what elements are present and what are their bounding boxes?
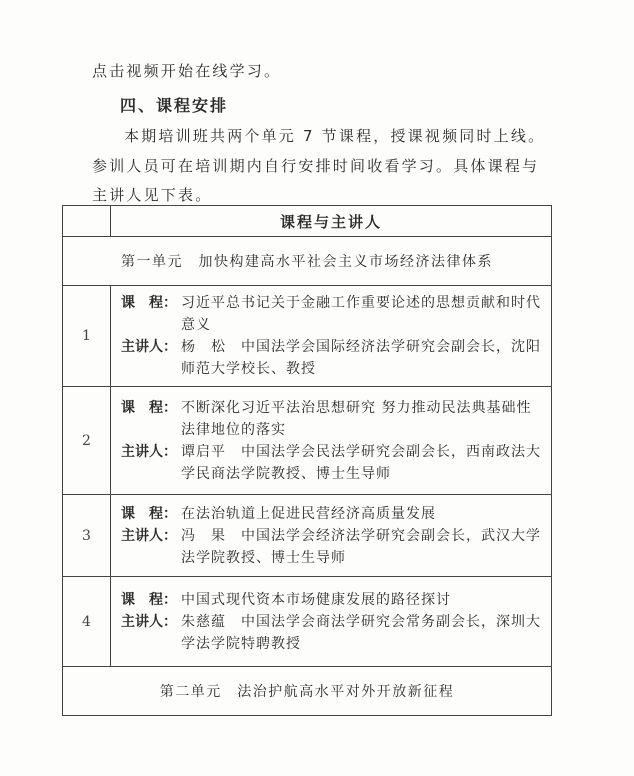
course-title: 不断深化习近平法治思想研究 努力推动民法典基础性法律地位的落实	[181, 399, 532, 438]
lecturer-info: 谭启平 中国法学会民法学研究会副会长，西南政法大学民商法学院教授、博士生导师	[181, 443, 541, 482]
section-heading: 四、课程安排	[120, 96, 229, 115]
table-row	[63, 495, 552, 577]
table-row	[63, 387, 552, 495]
paragraph-line-3: 主讲人见下表。	[92, 186, 213, 204]
row-content	[111, 286, 552, 387]
row-number: 2	[63, 387, 111, 495]
intro-line: 点击视频开始在线学习。	[92, 62, 282, 80]
course-title: 在法治轨道上促进民营经济高质量发展	[181, 505, 436, 522]
row-content	[111, 577, 552, 667]
lecturer-label: 主讲人：	[121, 443, 177, 460]
paragraph-line-2: 参训人员可在培训期内自行安排时间收看学习。具体课程与	[92, 157, 540, 175]
paragraph-line-1: 本期培训班共两个单元 7 节课程，授课视频同时上线。	[124, 127, 546, 145]
table-header: 课程与主讲人	[111, 206, 552, 237]
lecturer-info: 杨 松 中国法学会国际经济法学研究会副会长，沈阳师范大学校长、教授	[181, 339, 541, 377]
course-label: 课 程：	[121, 399, 177, 416]
lecturer-label: 主讲人：	[121, 613, 177, 630]
unit-row	[63, 237, 552, 286]
row-content	[111, 495, 552, 577]
lecturer-info: 朱慈蕴 中国法学会商法学研究会常务副会长，深圳大学法学院特聘教授	[181, 613, 541, 652]
unit-2-title: 第二单元 法治护航高水平对外开放新征程	[63, 667, 552, 716]
row-number: 4	[63, 577, 111, 667]
course-label: 课 程：	[121, 295, 177, 311]
course-label: 课 程：	[121, 505, 177, 522]
table-row	[63, 286, 552, 387]
table-row	[63, 577, 552, 667]
lecturer-label: 主讲人：	[121, 527, 177, 544]
course-title: 中国式现代资本市场健康发展的路径探讨	[181, 591, 451, 608]
course-schedule-table	[62, 205, 552, 716]
lecturer-info: 冯 果 中国法学会经济法学研究会副会长，武汉大学法学院教授、博士生导师	[181, 527, 541, 566]
row-number: 3	[63, 495, 111, 577]
lecturer-label: 主讲人：	[121, 339, 177, 355]
row-content	[111, 387, 552, 495]
table-header-row	[63, 206, 552, 237]
row-number: 1	[63, 286, 111, 387]
course-title: 习近平总书记关于金融工作重要论述的思想贡献和时代意义	[181, 295, 541, 333]
unit-1-title: 第一单元 加快构建高水平社会主义市场经济法律体系	[63, 237, 552, 286]
course-label: 课 程：	[121, 591, 177, 608]
unit-row	[63, 667, 552, 716]
table-header-corner	[63, 206, 111, 237]
